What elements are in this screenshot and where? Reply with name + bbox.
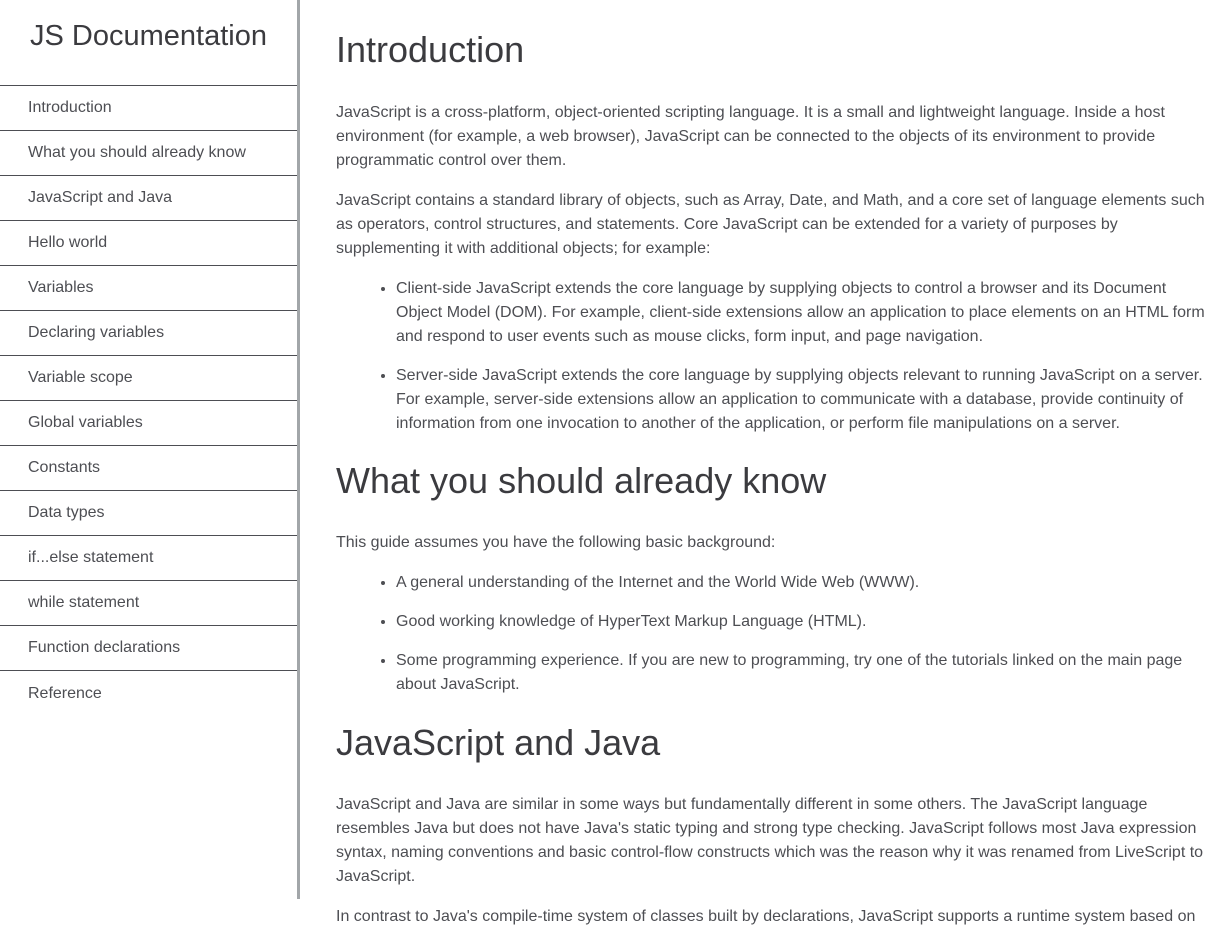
section-heading: JavaScript and Java (336, 722, 661, 763)
nav-link-global-variables[interactable]: Global variables (28, 414, 143, 431)
nav-link-declaring-variables[interactable]: Declaring variables (28, 324, 165, 341)
nav-link-while-statement[interactable]: while statement (28, 594, 140, 611)
nav-link-data-types[interactable]: Data types (28, 504, 105, 521)
nav-link-hello-world[interactable]: Hello world (28, 234, 108, 251)
nav-item-global-variables[interactable] (0, 401, 297, 446)
nav-item-variables[interactable] (0, 266, 297, 311)
nav-item-what-you-should-already-know[interactable] (0, 131, 297, 176)
nav-link-variables[interactable]: Variables (28, 279, 94, 296)
list-item: • Server-side JavaScript extends the core language by supplying objects relevant to running JavaScript on a server. For example, server-side extensions allow an application to communicate with a database, provide continuity of information from one invocation to another of the application, or perform file manipulations on a server. (396, 364, 1208, 436)
section-paragraph: JavaScript and Java are similar in some ways but fundamentally different in some others. The JavaScript language resembles Java but does not have Java's static typing and strong type checking. JavaScript follows most Java expression syntax, naming conventions and basic control-flow constructs which was the reason why it was renamed from LiveScript to JavaScript. (336, 796, 1204, 885)
section-heading: What you should already know (336, 460, 827, 501)
nav-item-function-declarations[interactable] (0, 626, 297, 671)
nav-link-constants[interactable]: Constants (28, 459, 101, 476)
section-paragraph: JavaScript is a cross-platform, object-oriented scripting language. It is a small and lightweight language. Inside a host environment (for example, a web browser), JavaScript can be connected to the objects of its environment to provide programmatic control over them. (336, 104, 1165, 169)
nav-item-declaring-variables[interactable] (0, 311, 297, 356)
nav-item-introduction[interactable] (0, 86, 297, 131)
nav-item-hello-world[interactable] (0, 221, 297, 266)
nav-item-if-else-statement[interactable] (0, 536, 297, 581)
nav-link-introduction[interactable]: Introduction (28, 99, 112, 116)
navbar (0, 0, 300, 899)
nav-link-variable-scope[interactable]: Variable scope (28, 369, 133, 386)
section-what-you-should-already-know (336, 436, 1208, 697)
nav-link-if-else-statement[interactable]: if...else statement (28, 549, 154, 566)
list-item: • Client-side JavaScript extends the core language by supplying objects to control a browser and its Document Object Model (DOM). For example, client-side extensions allow an application to place elements on an HTML form and respond to user events such as mouse clicks, form input, and page navigation. (396, 277, 1208, 349)
list-item: • A general understanding of the Internet and the World Wide Web (WWW). (396, 571, 1208, 595)
nav-item-reference[interactable] (0, 671, 297, 716)
section-list (396, 277, 1208, 436)
nav-item-javascript-and-java[interactable] (0, 176, 297, 221)
section-heading: Introduction (336, 29, 525, 70)
nav-list (0, 86, 297, 716)
nav-item-constants[interactable] (0, 446, 297, 491)
nav-link-javascript-and-java[interactable]: JavaScript and Java (28, 189, 173, 206)
nav-item-data-types[interactable] (0, 491, 297, 536)
section-paragraph: JavaScript contains a standard library of objects, such as Array, Date, and Math, and a core set of language elements such as operators, control structures, and statements. Core JavaScript can be extended for a variety of purposes by supplementing it with additional objects; for example: (336, 192, 1205, 257)
nav-link-function-declarations[interactable]: Function declarations (28, 639, 181, 656)
section-paragraph: This guide assumes you have the following basic background: (336, 534, 776, 551)
section-list (396, 571, 1208, 697)
list-item: • Some programming experience. If you are new to programming, try one of the tutorials linked on the main page about JavaScript. (396, 649, 1208, 697)
nav-link-reference[interactable]: Reference (28, 684, 102, 702)
main-doc (336, 0, 1208, 925)
section-introduction (336, 0, 1208, 436)
nav-link-what-you-should-already-know[interactable]: What you should already know (28, 144, 246, 161)
nav-item-while-statement[interactable] (0, 581, 297, 626)
section-javascript-and-java (336, 697, 1208, 929)
navbar-title: JS Documentation (0, 0, 297, 86)
nav-item-variable-scope[interactable] (0, 356, 297, 401)
list-item: • Good working knowledge of HyperText Markup Language (HTML). (396, 610, 1208, 634)
section-paragraph: In contrast to Java's compile-time system of classes built by declarations, JavaScript supports a runtime system based on (336, 908, 1196, 925)
